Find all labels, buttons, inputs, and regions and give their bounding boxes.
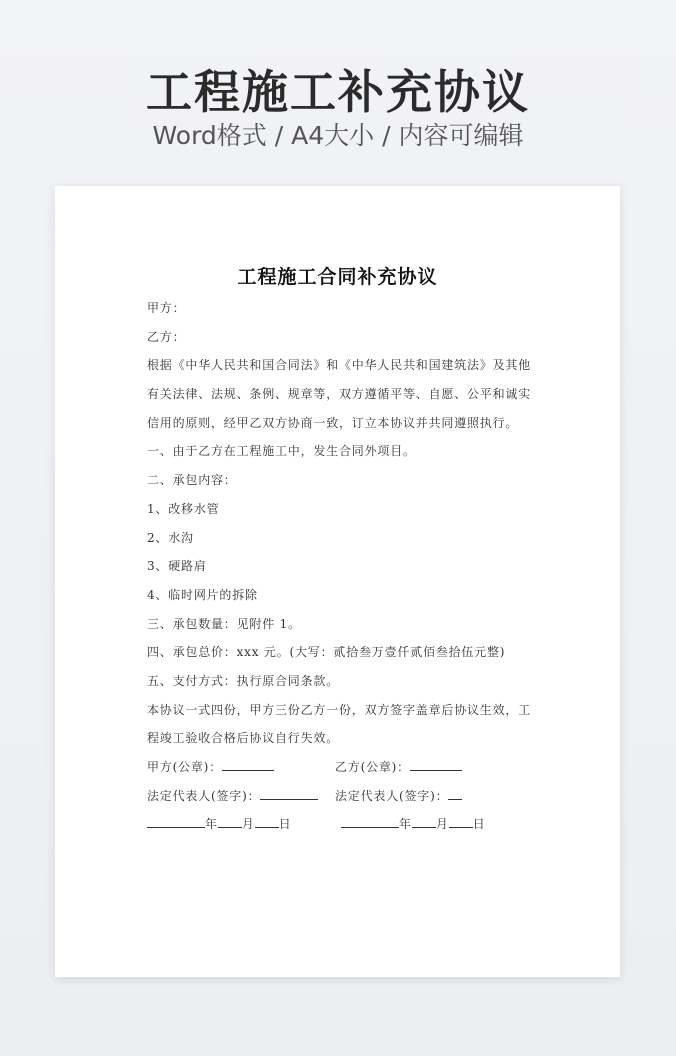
sub-item: 2、水沟 <box>147 530 194 545</box>
paragraph-line: 有关法律、法规、条例、规章等，双方遵循平等、自愿、公平和诚实 <box>147 387 532 402</box>
day-blank <box>449 814 473 828</box>
clause-3: 三、承包数量：见附件 1。 <box>147 616 301 631</box>
month-blank <box>412 814 436 828</box>
representative-row <box>147 782 532 811</box>
sub-item: 3、硬路肩 <box>147 559 207 574</box>
year-blank <box>341 814 399 828</box>
document-title: 工程施工合同补充协议 <box>237 266 438 288</box>
rep-b <box>335 782 462 811</box>
seal-a-blank <box>222 757 274 771</box>
sub-item: 1、改移水管 <box>147 501 220 516</box>
seal-row <box>147 753 532 782</box>
day-label: 日 <box>472 817 486 832</box>
seal-b <box>335 753 462 782</box>
clause-5: 五、支付方式：执行原合同条款。 <box>147 673 340 688</box>
rep-b-label: 法定代表人(签字)： <box>335 788 449 803</box>
sub-item: 4、临时网片的拆除 <box>147 587 258 602</box>
year-label: 年 <box>205 817 218 832</box>
date-row <box>147 810 532 839</box>
rep-b-blank <box>448 786 462 800</box>
date-a <box>147 810 291 839</box>
paragraph-line: 本协议一式四份，甲方三份乙方一份，双方签字盖章后协议生效，工 <box>147 702 532 717</box>
month-label: 月 <box>435 817 449 832</box>
month-label: 月 <box>241 817 255 832</box>
banner-subtitle: Word格式 / A4大小 / 内容可编辑 <box>152 121 524 150</box>
month-blank <box>218 814 242 828</box>
seal-b-blank <box>410 757 462 771</box>
rep-a <box>147 782 318 811</box>
document-body <box>147 294 532 839</box>
clause-2: 二、承包内容： <box>147 473 237 488</box>
rep-a-blank <box>260 786 318 800</box>
rep-a-label: 法定代表人(签字)： <box>147 788 261 803</box>
seal-a <box>147 753 274 782</box>
year-blank <box>147 814 205 828</box>
party-a-line: 甲方： <box>147 301 186 315</box>
clause-1: 一、由于乙方在工程施工中，发生合同外项目。 <box>147 444 416 459</box>
paragraph-line: 信用的原则，经甲乙双方协商一致，订立本协议并共同遵照执行。 <box>147 415 519 430</box>
date-b <box>341 810 485 839</box>
paragraph-line: 根据《中华人民共和国合同法》和《中华人民共和国建筑法》及其他 <box>147 358 532 373</box>
seal-a-label: 甲方(公章)： <box>147 760 222 774</box>
party-b-line: 乙方： <box>147 329 186 344</box>
day-blank <box>255 814 279 828</box>
clause-4: 四、承包总价：xxx 元。(大写：贰拾叁万壹仟贰佰叁拾伍元整) <box>147 645 506 660</box>
year-label: 年 <box>399 817 412 832</box>
document-page <box>55 186 620 977</box>
paragraph-line: 程竣工验收合格后协议自行失效。 <box>147 731 340 746</box>
banner-title: 工程施工补充协议 <box>146 65 530 119</box>
seal-b-label: 乙方(公章)： <box>335 760 410 774</box>
day-label: 日 <box>278 817 292 832</box>
